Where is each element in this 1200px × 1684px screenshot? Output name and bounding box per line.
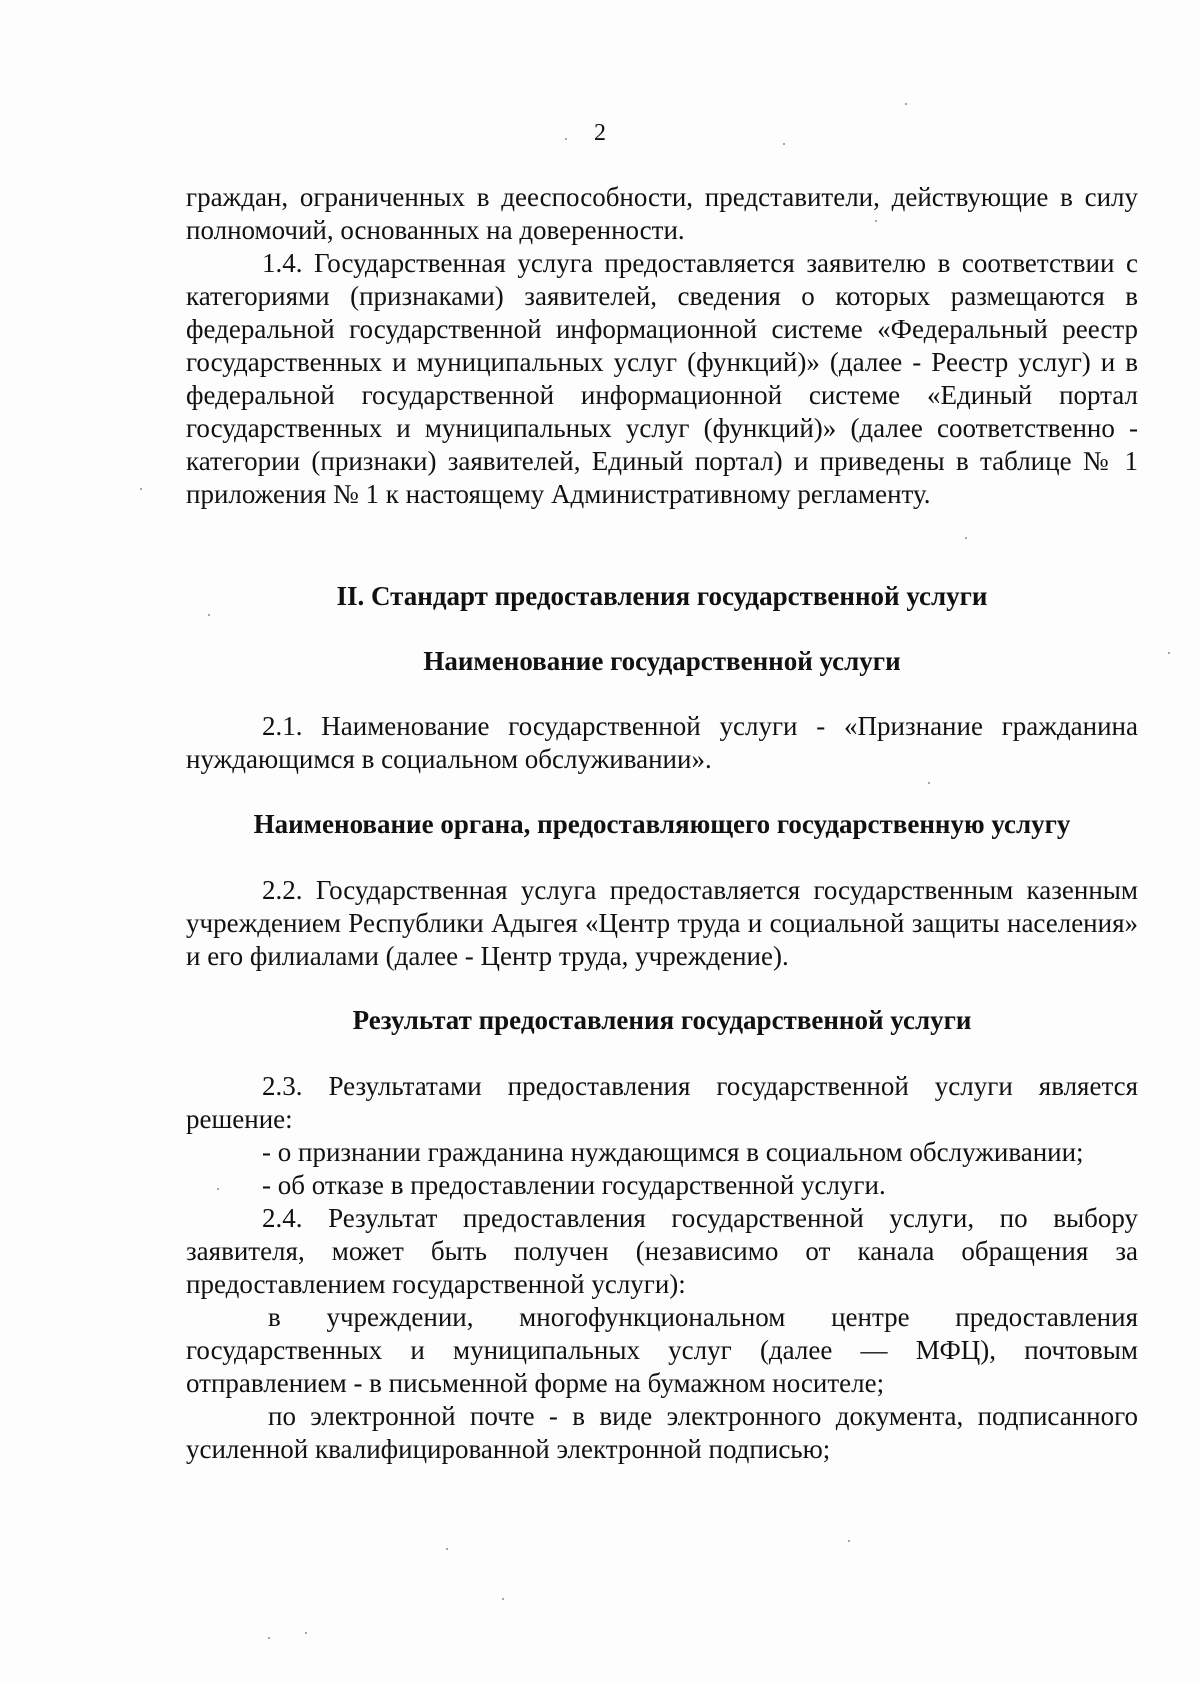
subheading-service-name (186, 645, 1138, 678)
scan-speck (783, 143, 785, 145)
page-number: 2 (594, 120, 606, 146)
paragraph-continuation (186, 181, 1138, 247)
scan-speck (268, 1637, 270, 1639)
paragraph-1-4 (186, 247, 1138, 511)
scan-speck (208, 614, 210, 616)
paragraph-text: 2.2. Государственная услуга предоставляется государственным казенным учреждением Республики Адыгея «Центр труда и социальной защиты населения» и его филиалами (далее - Центр труда, учреждение). (186, 875, 1138, 971)
scan-speck (965, 537, 967, 539)
heading-text: Наименование государственной услуги (423, 646, 901, 676)
paragraph-text: 2.1. Наименование государственной услуги - «Признание гражданина нуждающимся в социальном обслуживании». (186, 711, 1138, 774)
paragraph-2-1 (186, 710, 1138, 776)
scan-speck (565, 138, 567, 140)
paragraph-2-2 (186, 874, 1138, 973)
scan-speck (1168, 652, 1170, 654)
heading-text: Результат предоставления государственной услуги (352, 1005, 972, 1035)
list-item: в учреждении, многофункциональном центре предоставления государственных и муниципальных услуг (далее — МФЦ), почтовым отправлением - в письменной форме на бумажном носителе; (186, 1302, 1138, 1398)
scan-speck (905, 103, 907, 105)
scan-speck (848, 1540, 850, 1542)
list-item: - об отказе в предоставлении государственной услуги. (262, 1170, 886, 1200)
scan-speck (446, 1548, 448, 1550)
section-heading-2 (186, 580, 1138, 613)
subheading-authority (186, 808, 1138, 841)
scan-speck (502, 1598, 504, 1600)
scan-speck (928, 782, 930, 784)
scan-speck (875, 220, 877, 222)
subheading-result (186, 1004, 1138, 1037)
paragraph-text: граждан, ограниченных в дееспособности, представители, действующие в силу полномочий, основанных на доверенности. (186, 182, 1138, 245)
paragraph-text: 1.4. Государственная услуга предоставляется заявителю в соответствии с категориями (признаками) заявителей, сведения о которых размещаются в федеральной государственной информационной системе «Федеральный реестр государственных и муниципальных услуг (функций)» (далее - Реестр услуг) и в федеральной государственной информационной системе «Единый портал государственных и муниципальных услуг (функций)» (далее соответственно - категории (признаки) заявителей, Единый портал) и приведены в таблице № 1 приложения № 1 к настоящему Административному регламенту. (186, 248, 1138, 509)
list-item: - о признании гражданина нуждающимся в социальном обслуживании; (262, 1137, 1084, 1167)
heading-text: Наименование органа, предоставляющего государственную услугу (253, 809, 1071, 839)
paragraph-text: 2.3. Результатами предоставления государственной услуги является решение: (186, 1071, 1138, 1134)
scan-speck (140, 488, 142, 490)
paragraph-text: 2.4. Результат предоставления государственной услуги, по выбору заявителя, может быть получен (независимо от канала обращения за предоставлением государственной услуги): (186, 1203, 1138, 1299)
scan-speck (217, 1188, 219, 1190)
list-item: по электронной почте - в виде электронного документа, подписанного усиленной квалифицированной электронной подписью; (186, 1401, 1138, 1464)
heading-text: II. Стандарт предоставления государственной услуги (336, 581, 988, 611)
scan-speck (305, 1632, 307, 1634)
paragraph-2-3 (186, 1070, 1138, 1466)
